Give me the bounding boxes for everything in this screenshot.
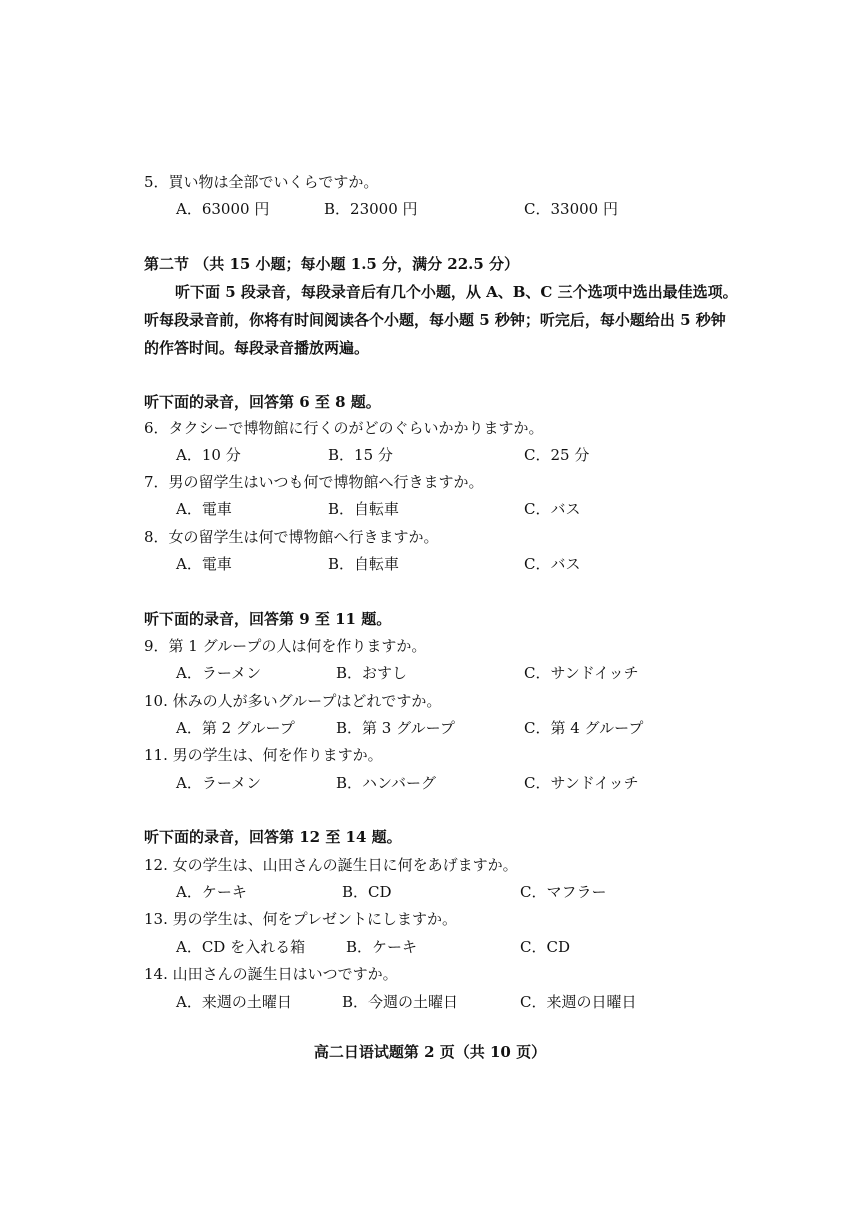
instruction-line-2: 听每段录音前，你将有时间阅读各个小题，每小题 5 秒钟；听完后，每小题给出 5 秒钟 [144, 311, 726, 329]
question-5-option-c: C．33000 円 [524, 200, 618, 218]
question-9-option-c: C．サンドイッチ [524, 664, 639, 682]
question-14-option-b: B．今週の土曜日 [342, 993, 459, 1011]
group-1-intro: 听下面的录音，回答第 6 至 8 题。 [144, 393, 381, 411]
question-13-option-a: A．CD を入れる箱 [176, 938, 306, 956]
question-13-option-b: B．ケーキ [346, 938, 418, 956]
question-8-option-c: C．バス [524, 555, 581, 573]
group-2-intro: 听下面的录音，回答第 9 至 11 题。 [144, 610, 392, 628]
question-5: 5．買い物は全部でいくらですか。 [144, 173, 379, 191]
question-14: 14. 山田さんの誕生日はいつですか。 [144, 965, 398, 983]
question-14-option-c: C．来週の日曜日 [520, 993, 637, 1011]
question-5-option-a: A．63000 円 [176, 200, 270, 218]
question-12-option-c: C．マフラー [520, 883, 607, 901]
instruction-line-1: 听下面 5 段录音，每段录音后有几个小题，从 A、B、C 三个选项中选出最佳选项。 [175, 283, 738, 301]
question-11-option-a: A．ラーメン [176, 774, 262, 792]
question-8: 8．女の留学生は何で博物館へ行きますか。 [144, 528, 439, 546]
question-8-option-b: B．自転車 [328, 555, 400, 573]
question-7-option-a: A．電車 [176, 500, 232, 518]
question-11: 11. 男の学生は、何を作りますか。 [144, 746, 383, 764]
question-10-option-b: B．第 3 グループ [336, 719, 455, 737]
page-footer: 高二日语试题第 2 页（共 10 页） [313, 1043, 547, 1061]
section-header: 第二节 （共 15 小题；每小题 1.5 分，满分 22.5 分） [144, 255, 520, 273]
question-12-option-a: A．ケーキ [176, 883, 247, 901]
instruction-line-3: 的作答时间。每段录音播放两遍。 [144, 339, 370, 357]
question-10-option-a: A．第 2 グループ [176, 719, 295, 737]
question-6-option-b: B．15 分 [328, 446, 393, 464]
question-8-option-a: A．電車 [176, 555, 232, 573]
question-13: 13. 男の学生は、何をプレゼントにしますか。 [144, 910, 458, 928]
question-6-option-a: A．10 分 [176, 446, 241, 464]
question-13-option-c: C．CD [520, 938, 570, 956]
question-6: 6．タクシーで博物館に行くのがどのぐらいかかりますか。 [144, 419, 544, 437]
question-6-option-c: C．25 分 [524, 446, 590, 464]
question-7-option-c: C．バス [524, 500, 581, 518]
question-10-option-c: C．第 4 グループ [524, 719, 644, 737]
question-11-option-c: C．サンドイッチ [524, 774, 639, 792]
question-5-option-b: B．23000 円 [324, 200, 418, 218]
question-7: 7．男の留学生はいつも何で博物館へ行きますか。 [144, 473, 484, 491]
question-12-option-b: B．CD [342, 883, 392, 901]
question-9-option-b: B．おすし [336, 664, 408, 682]
question-7-option-b: B．自転車 [328, 500, 400, 518]
question-10: 10. 休みの人が多いグループはどれですか。 [144, 692, 442, 710]
section-instructions [144, 278, 738, 362]
question-9-option-a: A．ラーメン [176, 664, 262, 682]
question-14-option-a: A．来週の土曜日 [176, 993, 292, 1011]
group-3-intro: 听下面的录音，回答第 12 至 14 题。 [144, 828, 402, 846]
question-12: 12. 女の学生は、山田さんの誕生日に何をあげますか。 [144, 856, 518, 874]
question-11-option-b: B．ハンバーグ [336, 774, 436, 792]
question-9: 9．第 1 グループの人は何を作りますか。 [144, 637, 427, 655]
